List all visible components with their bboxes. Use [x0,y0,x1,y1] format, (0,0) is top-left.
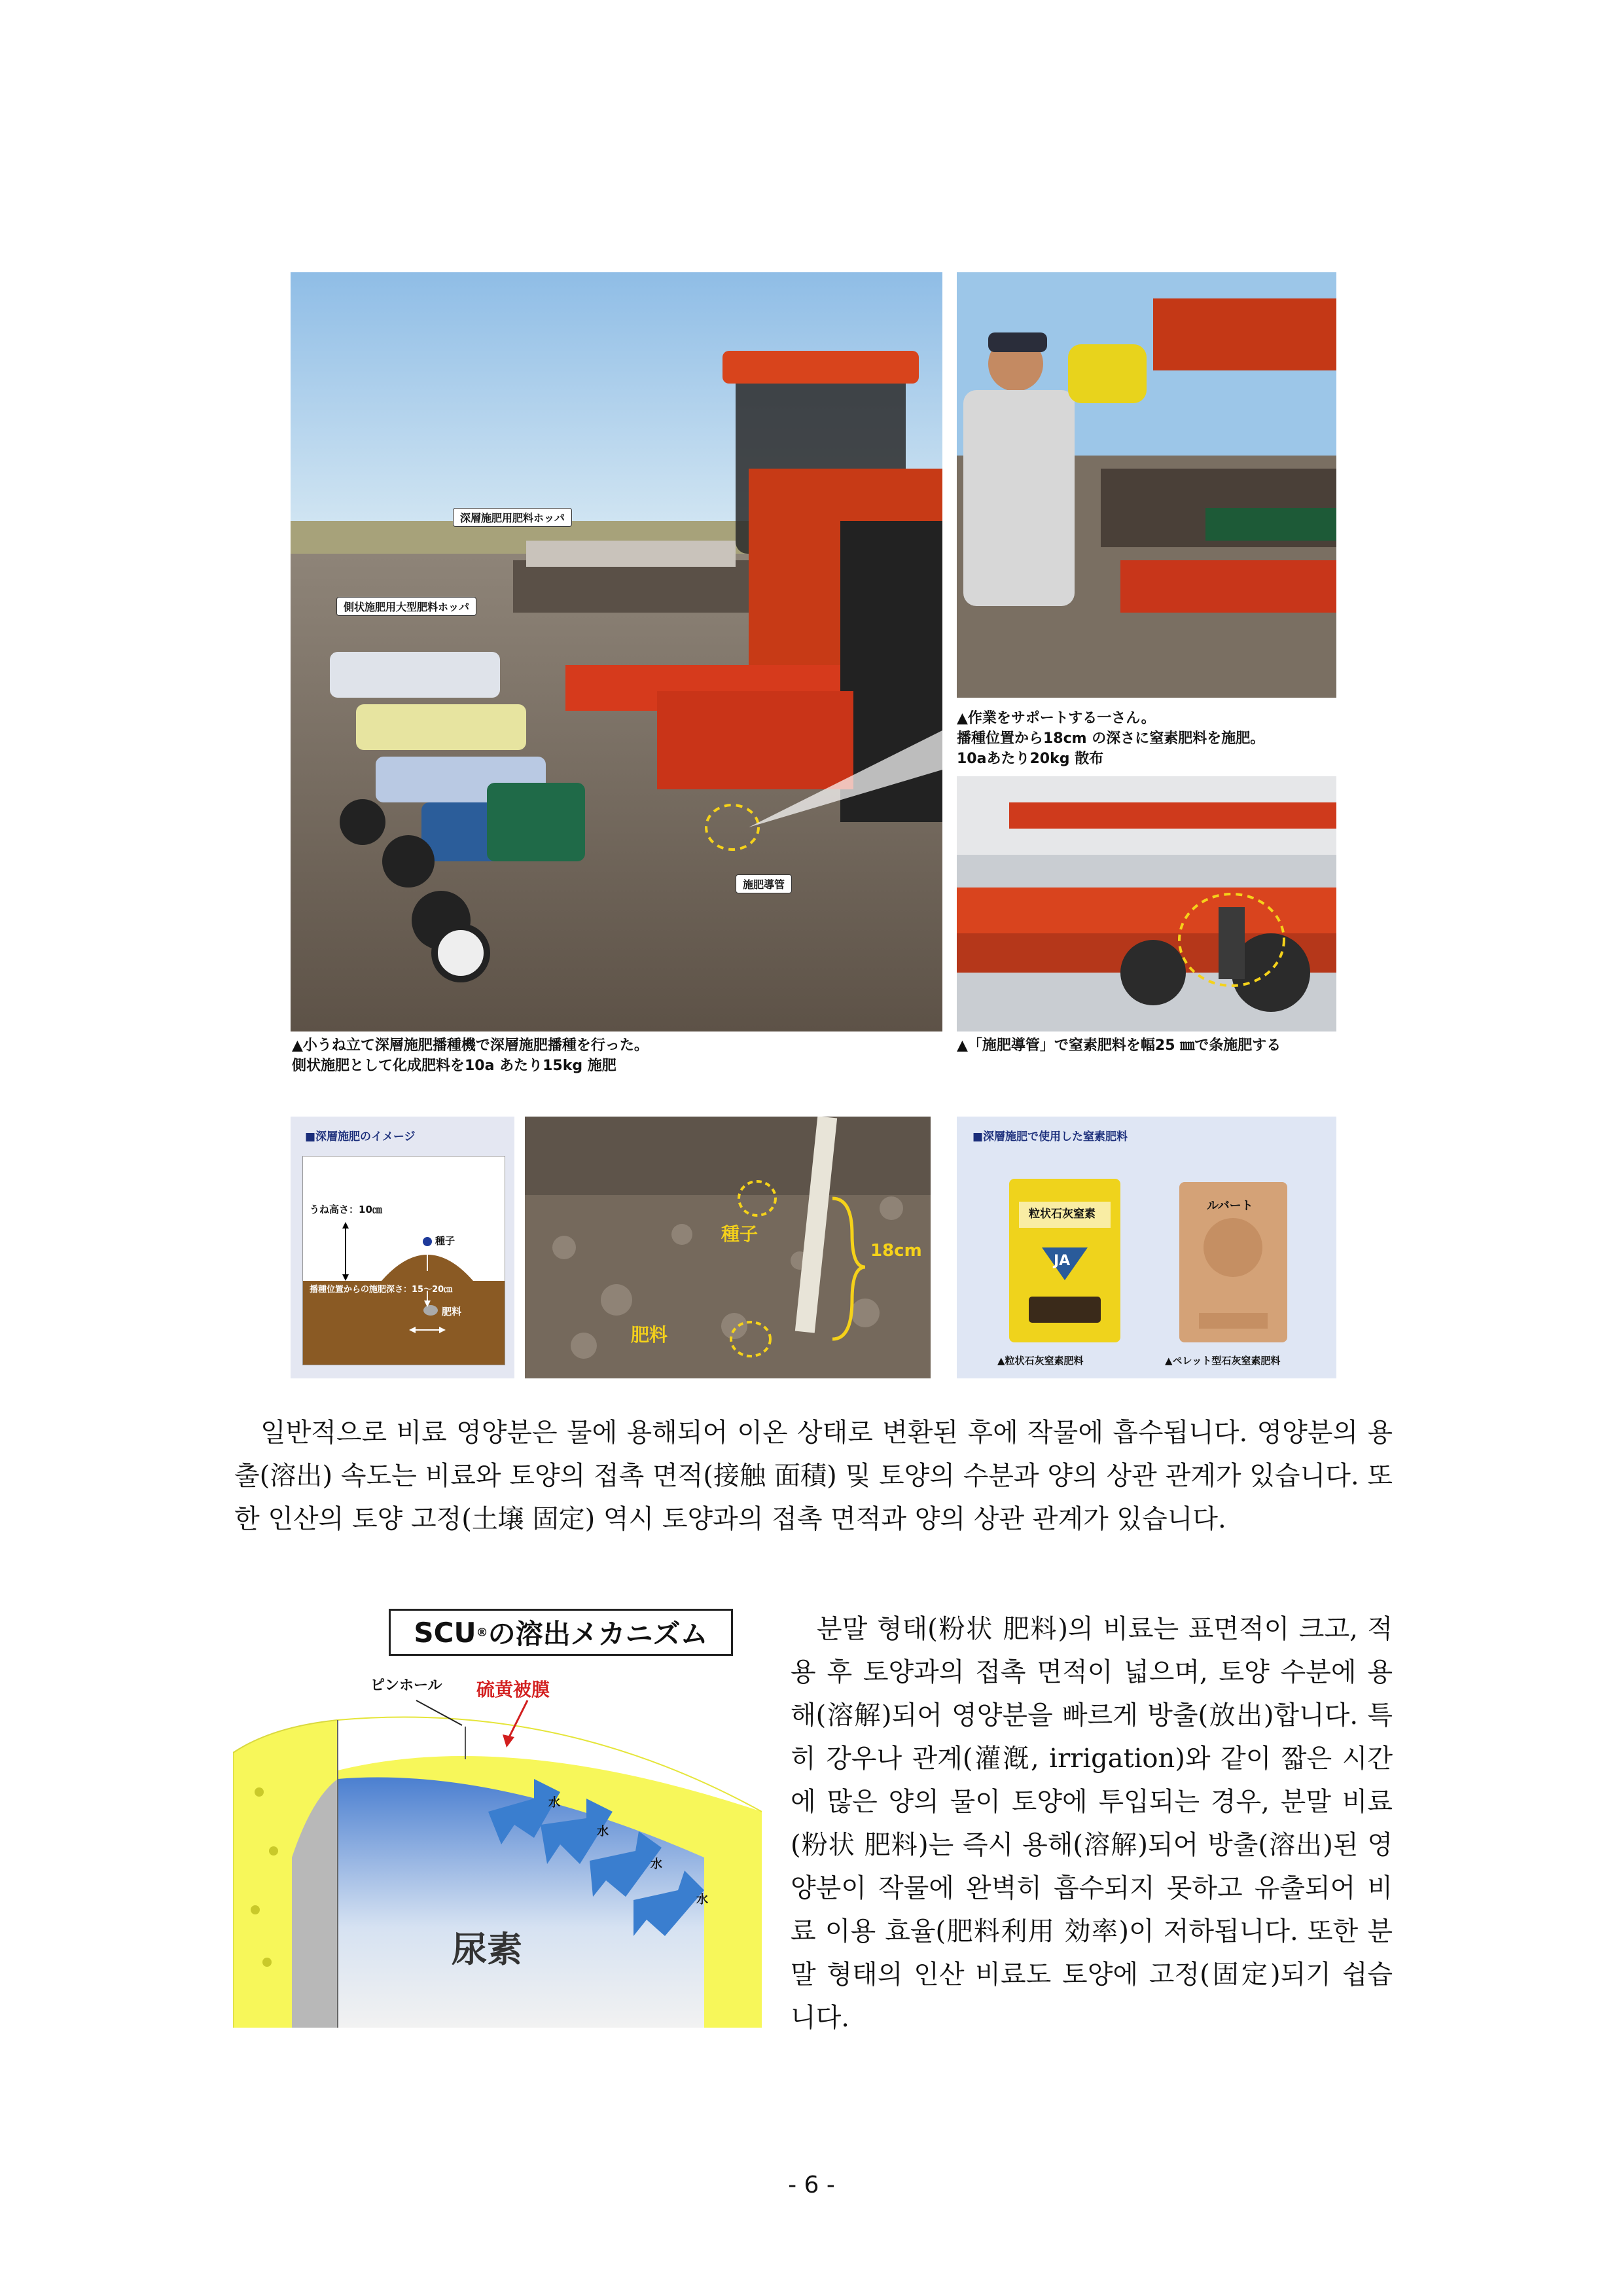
scu-title-rest: の溶出メカニズム [488,1618,708,1650]
side-hopper-label: 側状施肥用大型肥料ホッパ [336,597,476,616]
scu-granule [233,1661,762,2028]
closeup-photo [957,776,1336,1031]
water-label-1: 水 [548,1796,560,1810]
bag2-text: ルバート [1207,1199,1253,1213]
bag1-caption: ▲粒状石灰窒素肥料 [997,1355,1084,1367]
worker-caption-2: 播種位置から18cm の深さに窒素肥料を施肥。 [957,730,1265,747]
bag1-text: 粒状石灰窒素 [1029,1208,1096,1221]
soil-photo [525,1117,931,1378]
coating-label: 硫黄被膜 [476,1679,550,1700]
pinhole-label: ピンホール [370,1677,442,1694]
fertilizer-bags [957,1117,1336,1378]
soil-depth-label: 18cm [870,1241,922,1261]
pipe-label: 施肥導管 [736,874,792,893]
tractor-photo-graphic [291,272,942,1031]
worker-caption-1: ▲作業をサポートする一さん。 [957,710,1156,726]
depth-label: 播種位置からの施肥深さ：15〜20㎝ [310,1285,453,1295]
deep-panel-title: ■深層施肥のイメージ [305,1130,416,1143]
intro-paragraph: 일반적으로 비료 영양분은 물에 용해되어 이온 상태로 변환된 후에 작물에 흡수됩니다. 영양분의 용출(溶出) 속도는 비료와 토양의 접촉 면적(接触 面積) 및 토양의 수분과 양의 상관 관계가 있습니다. 또한 인산의 토양 고정(土壌 固定) 역시 토양과의 접촉 면적과 양의 상관 관계가 있습니다. [234,1418,1393,1534]
deep-fertilization-panel [291,1117,514,1378]
soil-seed-label: 種子 [721,1223,758,1245]
ridge-height-label: うね高さ：10㎝ [310,1204,382,1215]
tractor-photo [291,272,942,1031]
seed-label: 種子 [435,1235,455,1247]
fertilizer-label: 肥料 [442,1306,462,1318]
soil-diagram [303,1157,505,1365]
tractor-caption-2: 側状施肥として化成肥料を10a あたり15kg 施肥 [292,1058,616,1074]
fert-panel-title: ■深層施肥で使用した窒素肥料 [972,1130,1128,1143]
deep-panel-diagram [302,1156,505,1365]
closeup-photo-graphic [957,776,1336,1031]
bag1-brand: JA [1054,1253,1071,1269]
soil-fertilizer-label: 肥料 [631,1324,668,1346]
water-label-2: 水 [597,1825,609,1839]
hopper-label: 深層施肥用肥料ホッパ [453,508,572,527]
scu-title: SCU [414,1616,476,1649]
water-label-4: 水 [696,1893,708,1907]
scu-title-sup: ® [476,1625,488,1640]
fertilizer-panel [957,1117,1336,1378]
powder-paragraph: 분말 형태(粉状 肥料)의 비료는 표면적이 크고, 적용 후 토양과의 접촉 면적이 넓으며, 토양 수분에 용해(溶解)되어 영양분을 빠르게 방출(放出)합니다. 특히 강우나 관계(灌漑, irrigation)와 같이 짧은 시간에 많은 양의 물이 토양에 투입되는 경우, 분말 비료(粉状 肥料)는 즉시 용해(溶解)되어 방출(溶出)된 영양분이 작물에 완벽히 흡수되지 못하고 유출되어 비료 이용 효율(肥料利用 効率)이 저하됩니다. 또한 분말 형태의 인산 비료도 토양에 고정(固定)되기 쉽습니다. [791,1614,1393,2033]
worker-photo [957,272,1336,698]
soil-photo-graphic [525,1117,931,1378]
scu-diagram [233,1609,762,2028]
tractor-caption-1: ▲小うね立て深層施肥播種機で深層施肥播種を行った。 [292,1037,649,1054]
urea-label: 尿素 [452,1929,522,1970]
worker-caption-3: 10aあたり20kg 散布 [957,751,1104,767]
worker-photo-graphic [957,272,1336,698]
page-number: - 6 - [788,2172,835,2198]
closeup-caption: ▲「施肥導管」で窒素肥料を幅25 ㎜で条施肥する [957,1037,1281,1054]
water-label-3: 水 [651,1857,662,1871]
bag2-caption: ▲ペレット型石灰窒素肥料 [1165,1355,1281,1367]
scu-title-box [389,1609,733,1656]
